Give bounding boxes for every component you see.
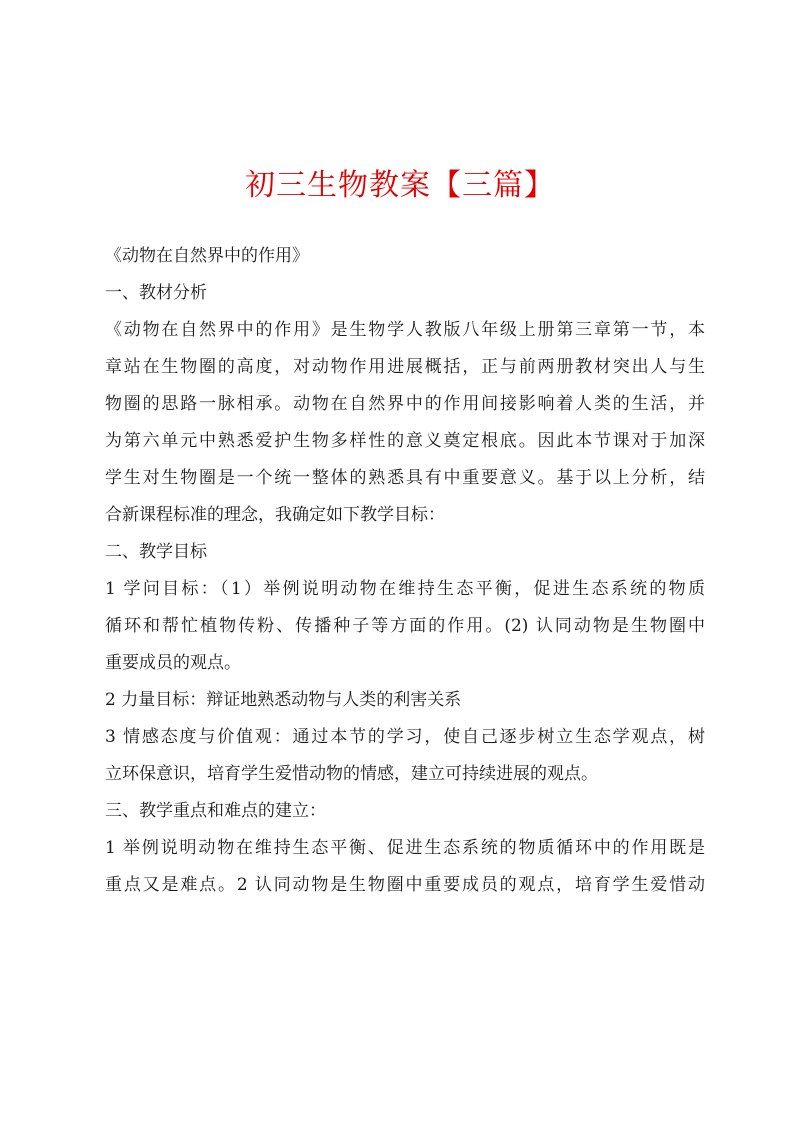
paragraph-line: 合新课程标准的理念，我确定如下教学目标： xyxy=(105,505,445,525)
section-heading: 三、教学重点和难点的建立： xyxy=(105,801,326,821)
paragraph-line: 循环和帮忙植物传粉、传播种子等方面的作用。(2) 认同动物是生物圈中 xyxy=(105,616,705,636)
section-heading: 二、教学目标 xyxy=(105,542,207,562)
paragraph-line: 重点又是难点。2 认同动物是生物圈中重要成员的观点，培育学生爱惜动 xyxy=(105,875,705,895)
paragraph-line: 《动物在自然界中的作用》是生物学人教版八年级上册第三章第一节，本 xyxy=(105,320,705,340)
paragraph-line: 为第六单元中熟悉爱护生物多样性的意义奠定根底。因此本节课对于加深 xyxy=(105,431,705,451)
paragraph-line: 章站在生物圈的高度，对动物作用进展概括，正与前两册教材突出人与生 xyxy=(105,357,705,377)
section-heading: 一、教材分析 xyxy=(105,283,207,303)
paragraph-line: 1 举例说明动物在维持生态平衡、促进生态系统的物质循环中的作用既是 xyxy=(105,838,705,858)
document-body xyxy=(105,238,705,904)
paragraph-line: 重要成员的观点。 xyxy=(105,653,241,673)
paragraph-line: 1 学问目标：（1）举例说明动物在维持生态平衡，促进生态系统的物质 xyxy=(105,579,705,599)
paragraph-line: 3 情感态度与价值观：通过本节的学习，使自己逐步树立生态学观点，树 xyxy=(105,727,705,747)
paragraph-line: 2 力量目标：辩证地熟悉动物与人类的利害关系 xyxy=(105,690,462,710)
document-title: 初三生物教案【三篇】 xyxy=(245,168,555,203)
paragraph-line: 立环保意识，培育学生爱惜动物的情感，建立可持续进展的观点。 xyxy=(105,764,598,784)
paragraph-line: 学生对生物圈是一个统一整体的熟悉具有中重要意义。基于以上分析，结 xyxy=(105,468,705,488)
section-heading: 《动物在自然界中的作用》 xyxy=(105,246,309,266)
paragraph-line: 物圈的思路一脉相承。动物在自然界中的作用间接影响着人类的生活，并 xyxy=(105,394,705,414)
